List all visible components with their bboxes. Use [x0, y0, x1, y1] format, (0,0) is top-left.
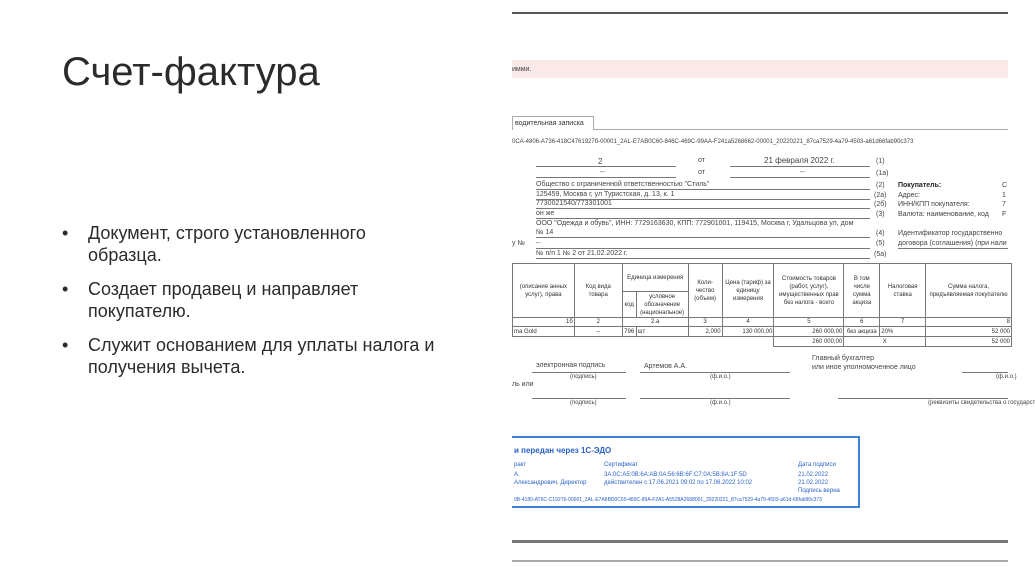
signature-label: электронная подпись [536, 362, 606, 369]
bullet-item: • Документ, строго установленного образца. [62, 222, 442, 266]
num-cell: 1б [513, 318, 575, 327]
identifier-label: Идентификатор государственно [898, 230, 1003, 237]
edo-date-1: 21.02.2022 [798, 472, 829, 478]
total-tax: 52 000 [926, 337, 1012, 347]
total-x: X [844, 337, 926, 347]
underline [898, 248, 1008, 249]
footer-bar [512, 540, 1008, 543]
invoice-table [512, 263, 1012, 347]
underline [532, 372, 626, 373]
underline [536, 258, 870, 259]
col-header-tax: Сумма налога, предъявляемая покупателю [926, 264, 1012, 318]
chief-accountant-label-2: или иное уполномоченное лицо [812, 364, 916, 371]
code-5: (5) [876, 240, 885, 247]
edo-col-owner: ракт [514, 462, 527, 468]
top-divider [512, 12, 1008, 14]
caption-certificate: (реквизиты свидетельства о государст [928, 400, 1035, 406]
edo-status: Подпись верна [798, 488, 840, 494]
item-cost: 260 000,00 [774, 327, 844, 337]
col-header-cost: Стоимость товаров (работ, услуг), имущественных прав без налога - всего [774, 264, 844, 318]
caption-signature: (подпись) [570, 374, 597, 380]
or-label: ль или [512, 381, 534, 388]
document-guid: 0CA-4806-A736-418C4761927б-00001_2AL-E7AB0C60-846C-469C-99AA-F241a5268662-00001_20220221_87ca7529-4a79-4503-a61d66fab90c373 [512, 139, 914, 145]
underline [640, 372, 790, 373]
chief-accountant-label: Главный бухгалтер [812, 355, 874, 362]
code-2b: (2б) [874, 201, 887, 208]
bullet-item: • Создает продавец и направляет покупателю. [62, 278, 442, 322]
address-label: Адрес: [898, 192, 920, 199]
underline [838, 398, 1008, 399]
invoice-date: 21 февраля 2022 г. [764, 156, 835, 165]
banner-text: имми. [512, 66, 532, 73]
edo-cert-1: 3A:0C:A5:0B:6A:AB:0A:56:6B:6F:C7:0A:5B:8A:1F:5D [604, 472, 747, 478]
edo-col-date: Дата подписи [798, 462, 836, 468]
underline [536, 189, 870, 190]
code-3: (3) [876, 211, 885, 218]
item-qty: 2,000 [688, 327, 722, 337]
bullet-list [62, 222, 442, 390]
item-tax: 52 000 [926, 327, 1012, 337]
num-cell: 6 [844, 318, 880, 327]
code-5a: (5а) [874, 251, 887, 258]
edo-owner-1: А. [514, 472, 520, 478]
num-cell: 2.а [622, 318, 688, 327]
underline [640, 398, 790, 399]
col-header-unit-name: условное обозначение (национальное) [636, 292, 688, 318]
dash: -- [536, 240, 541, 247]
caption-fio: (ф.и.о.) [710, 400, 731, 406]
notice-banner [512, 60, 1008, 78]
underline [536, 166, 676, 167]
item-price: 130 000,00 [722, 327, 774, 337]
invoice-number: 2 [598, 157, 603, 166]
currency-cut: F [1002, 211, 1007, 218]
caption-fio: (ф.и.о.) [710, 374, 731, 380]
footer-bar [512, 560, 1008, 562]
label-ot: от [698, 169, 705, 176]
dash: -- [800, 169, 805, 176]
label-ot: от [698, 157, 705, 164]
consignee: ООО "Одежда и обувь", ИНН: 7729163630, КПП: 772901001, 119415, Москва г, Удальцова ул, дом [536, 220, 854, 227]
item-unit-name: шт [636, 327, 688, 337]
col-header-kind: Код вида товара [574, 264, 622, 318]
underline [536, 177, 676, 178]
num-cell: 3 [688, 318, 722, 327]
edo-owner-2: Александрович, Директор [514, 480, 587, 486]
underline [730, 177, 870, 178]
signer-name: Артемов А.А. [644, 363, 688, 370]
code-2: (2) [876, 182, 885, 189]
underline [962, 372, 1008, 373]
total-cost: 260 000,00 [774, 337, 844, 347]
code-1a: (1а) [876, 170, 889, 177]
item-kind: -- [574, 327, 622, 337]
edo-signature-stamp [512, 436, 860, 508]
edo-col-cert: Сертификат [604, 462, 638, 468]
address-value-cut: 1 [1002, 192, 1006, 199]
code-1: (1) [876, 158, 885, 165]
caption-signature: (подпись) [570, 400, 597, 406]
buyer-label: Покупатель: [898, 182, 942, 189]
tab-cover-note[interactable]: водительная записка [512, 116, 594, 130]
col-header-price: Цена (тариф) за единицу измерения [722, 264, 774, 318]
edo-guid: 0B-4180-AT6C-C192T6-00001_2AL-E7A8BD0C60-489C-89A-F2A1-A5528A2688001_20220221_87ca7529-4a79-4503-a61d-66fab90c373 [514, 497, 822, 503]
buyer-value-cut: С [1002, 182, 1008, 189]
col-header-unit-code: код [622, 292, 636, 318]
buyer-inn-label: ИНН/КПП покупателя: [898, 201, 970, 208]
bullet-item: • Служит основанием для уплаты налога и получения вычета. [62, 334, 442, 378]
consignee-line2: № 14 [536, 229, 554, 236]
col-header-excise: В том числе сумма акциза [844, 264, 880, 318]
col-header-qty: Коли- чество (объем) [688, 264, 722, 318]
doc-label: у № [512, 240, 525, 247]
num-cell: 8 [926, 318, 1012, 327]
item-unit-code: 796 [624, 328, 635, 335]
contract-label: договора (соглашения) (при нали [898, 240, 1007, 247]
num-cell: 7 [880, 318, 926, 327]
underline [532, 398, 626, 399]
code-4: (4) [876, 230, 885, 237]
item-name: ma Gold [513, 327, 575, 337]
num-cell: 2 [574, 318, 622, 327]
num-cell: 5 [774, 318, 844, 327]
col-header-name: (описание анных услуг), права [513, 264, 575, 318]
item-rate: 20% [880, 327, 926, 337]
seller-name: Общество с ограниченной ответственностью "Стиль" [536, 181, 710, 188]
page-title: Счет-фактура [62, 50, 320, 94]
invoice-document-image [512, 0, 1035, 574]
shipper: он же [536, 210, 555, 217]
num-cell: 4 [722, 318, 774, 327]
caption-fio-right: (ф.и.о.) [996, 374, 1017, 380]
edo-title: и передан через 1С-ЭДО [514, 446, 612, 455]
edo-date-2: 21.02.2022 [798, 480, 829, 486]
underline [536, 208, 870, 209]
currency-label: Валюта: наименование, код [898, 211, 989, 218]
underline [536, 237, 870, 238]
payment-document: № п/п 1 № 2 от 21.02.2022 г. [536, 250, 628, 257]
col-header-unit: Единица измерения [622, 264, 688, 292]
underline [536, 248, 870, 249]
code-2a: (2а) [874, 192, 887, 199]
col-header-rate: Налоговая ставка [880, 264, 926, 318]
underline [730, 166, 870, 167]
item-excise: без акциза [844, 327, 880, 337]
edo-cert-2: действителен с 17.06.2021 09:02 по 17.06.2022 10:02 [604, 480, 753, 486]
tab-divider [594, 129, 1008, 130]
seller-address: 125459, Москва г, ул Туристская, д. 13, к. 1 [536, 191, 675, 198]
underline [536, 218, 870, 219]
buyer-inn-cut: 7 [1002, 201, 1006, 208]
seller-inn: 7730021540/773301001 [536, 200, 612, 207]
dash: -- [600, 169, 605, 176]
